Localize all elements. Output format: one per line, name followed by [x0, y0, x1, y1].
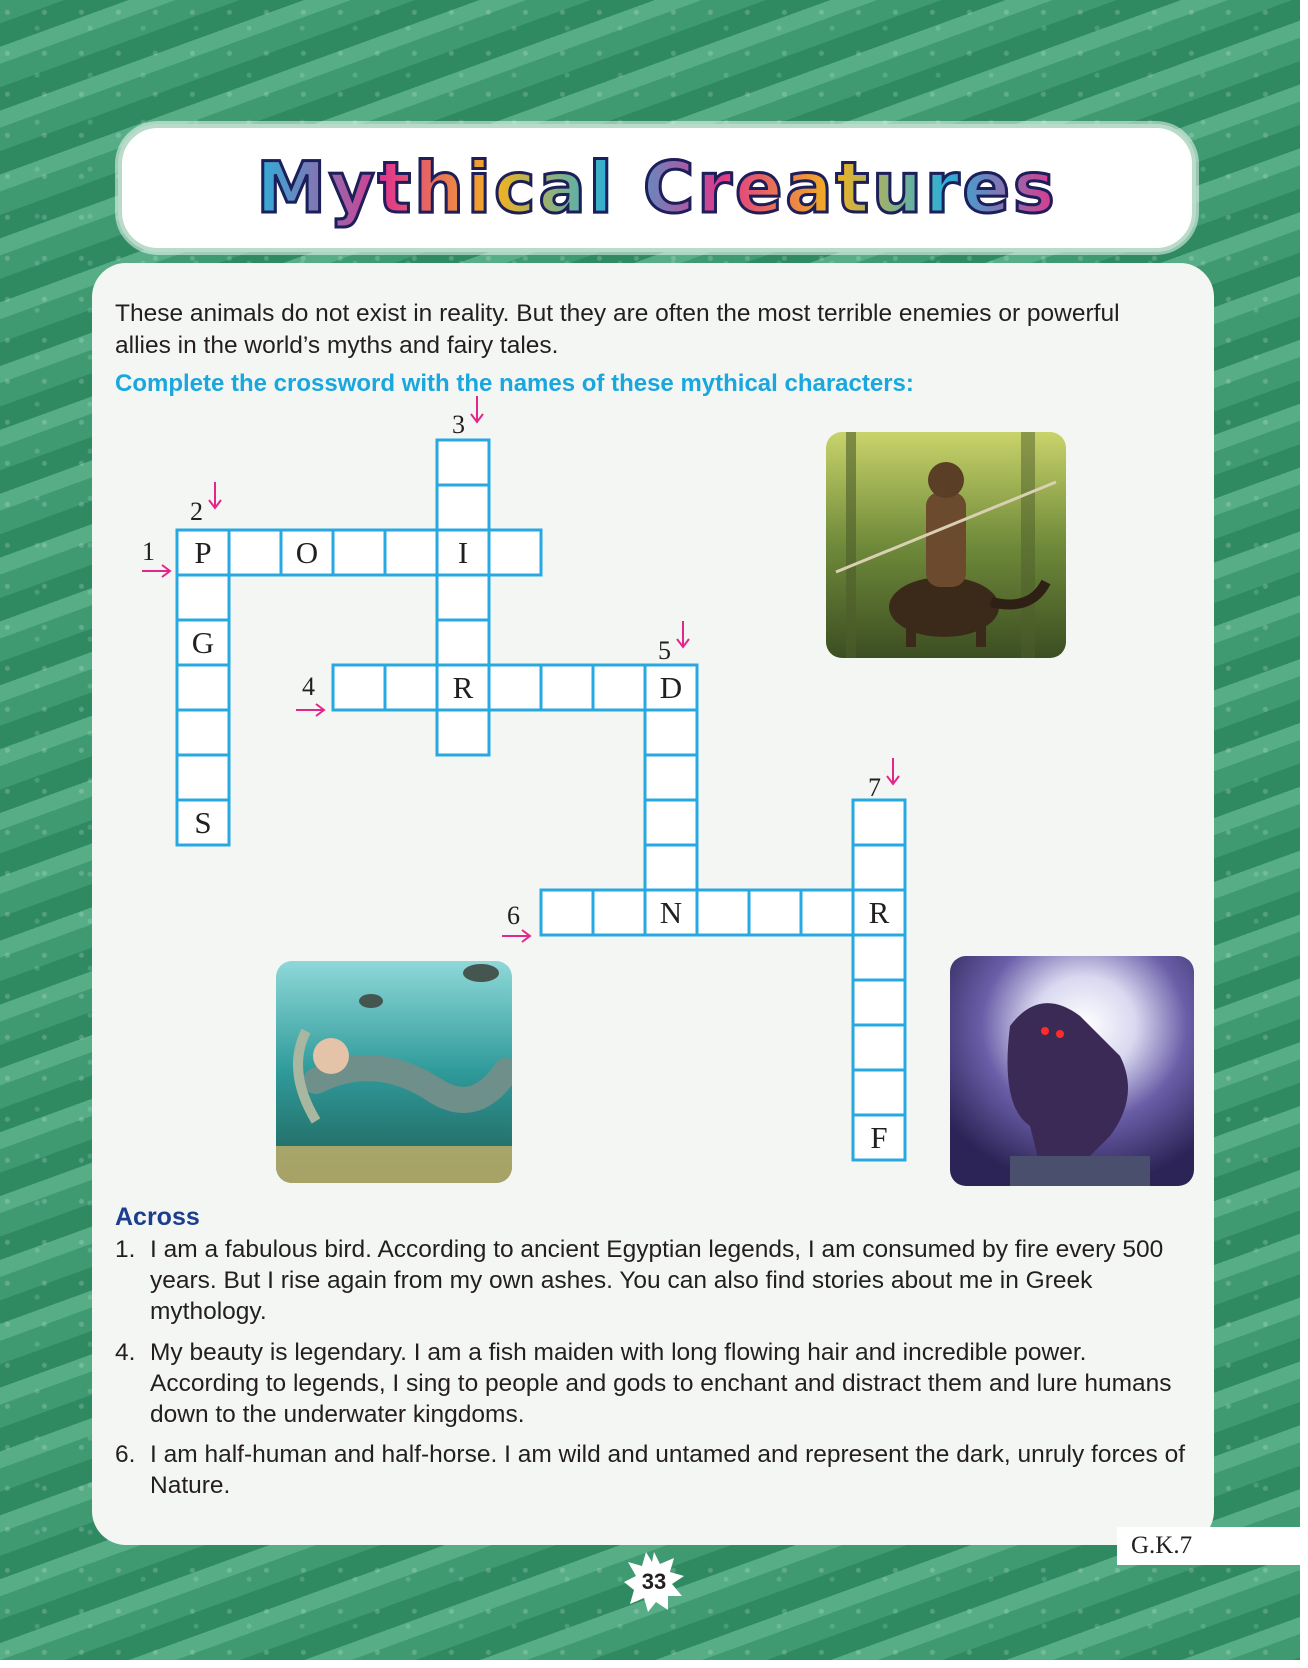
crossword-cell[interactable]: [645, 800, 697, 845]
intro-text: These animals do not exist in reality. But they are often the most terrible enemies or powerful allies in the world’s myths and fairy tales.: [115, 300, 1120, 359]
crossword-cell[interactable]: [489, 530, 541, 575]
crossword-cell[interactable]: [541, 665, 593, 710]
given-letter: O: [295, 535, 319, 570]
given-letter: I: [457, 535, 469, 570]
crossword-cell[interactable]: [489, 665, 541, 710]
direction-arrow-icon: [471, 396, 483, 422]
crossword-cell[interactable]: [749, 890, 801, 935]
crossword-cell[interactable]: [333, 530, 385, 575]
crossword-cell[interactable]: [177, 575, 229, 620]
across-clue-4: [115, 1337, 1185, 1430]
crossword-cell[interactable]: [593, 665, 645, 710]
given-letter: R: [868, 895, 890, 930]
clue-text: My beauty is legendary. I am a fish maiden with long flowing hair and incredible power. According to legends, I sing to people and gods to enchant and distract them and lure humans down to the underwater kingdoms.: [150, 1339, 1172, 1428]
instruction-text: Complete the crossword with the names of these mythical characters:: [115, 370, 914, 397]
crossword-cell[interactable]: [697, 890, 749, 935]
crossword-cell[interactable]: [853, 845, 905, 890]
crossword-cell[interactable]: [437, 620, 489, 665]
direction-arrow-icon: [209, 482, 221, 508]
crossword-cell[interactable]: [177, 755, 229, 800]
crossword-cell[interactable]: [437, 440, 489, 485]
given-letter: D: [659, 670, 683, 705]
across-clue-6: [115, 1439, 1185, 1501]
crossword-cell[interactable]: [801, 890, 853, 935]
crossword-cell[interactable]: [385, 665, 437, 710]
clue-text: I am half-human and half-horse. I am wild and untamed and represent the dark, unruly forces of Nature.: [150, 1441, 1186, 1499]
crossword-cell[interactable]: [853, 1025, 905, 1070]
crossword-cell[interactable]: [853, 800, 905, 845]
across-clue-1: [115, 1234, 1185, 1327]
given-letter: R: [452, 670, 474, 705]
given-letter: F: [870, 1120, 888, 1155]
crossword-cell[interactable]: [177, 710, 229, 755]
given-letter: G: [191, 625, 215, 660]
crossword-cell[interactable]: [853, 980, 905, 1025]
clue-number-label: 7: [868, 773, 881, 802]
clue-number: 6.: [115, 1441, 136, 1468]
clue-number-label: 3: [452, 410, 465, 439]
direction-arrow-icon: [887, 758, 899, 784]
crossword-cell[interactable]: [853, 1070, 905, 1115]
direction-arrow-icon: [142, 565, 170, 577]
direction-arrow-icon: [502, 930, 530, 942]
page-number: 33: [641, 1569, 667, 1594]
werewolf-illustration: [950, 956, 1194, 1186]
crossword-cell[interactable]: [333, 665, 385, 710]
clue-text: I am a fabulous bird. According to ancient Egyptian legends, I am consumed by fire every 500 years. But I rise again from my own ashes. You can also find stories about me in Greek mythology.: [150, 1236, 1164, 1325]
clue-number-label: 2: [190, 497, 203, 526]
crossword-cell[interactable]: [645, 755, 697, 800]
crossword-cell[interactable]: [645, 845, 697, 890]
crossword-cell[interactable]: [541, 890, 593, 935]
direction-arrow-icon: [677, 621, 689, 647]
across-heading: Across: [115, 1203, 200, 1231]
crossword-cell[interactable]: [385, 530, 437, 575]
page-number-badge: [622, 1550, 686, 1614]
crossword-cell[interactable]: [437, 575, 489, 620]
centaur-illustration: [826, 432, 1066, 658]
clue-number-label: 5: [658, 636, 671, 665]
crossword-cell[interactable]: [593, 890, 645, 935]
given-letter: N: [659, 895, 683, 930]
clue-number: 4.: [115, 1339, 136, 1366]
clue-number-label: 6: [507, 901, 520, 930]
given-letter: P: [194, 535, 212, 570]
direction-arrow-icon: [296, 704, 324, 716]
book-code: G.K.7: [1117, 1527, 1308, 1565]
given-letter: S: [194, 805, 212, 840]
clue-number-label: 4: [302, 672, 315, 701]
crossword-cell[interactable]: [853, 935, 905, 980]
crossword-cell[interactable]: [437, 710, 489, 755]
crossword-cell[interactable]: [437, 485, 489, 530]
mermaid-illustration: [276, 961, 512, 1183]
crossword-cell[interactable]: [645, 710, 697, 755]
crossword-cell[interactable]: [229, 530, 281, 575]
page-title: Mythical Creatures: [256, 147, 1058, 229]
clue-number-label: 1: [142, 537, 155, 566]
clue-number: 1.: [115, 1236, 136, 1263]
crossword-cell[interactable]: [177, 665, 229, 710]
